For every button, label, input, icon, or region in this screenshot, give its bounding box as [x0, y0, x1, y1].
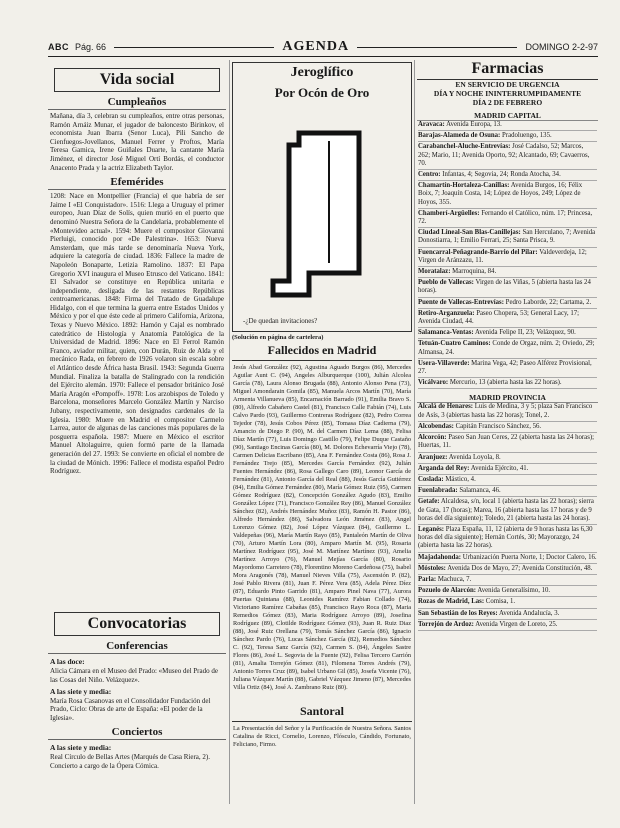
pharmacy-addresses: Avenida Loyola, 8.: [448, 453, 501, 461]
publication-logo: ABC: [48, 42, 69, 52]
conference-item: María Rosa Casanovas en el Consolidador Fundación del Prado, Ciclo: Obras de arte de España: «El poder de la Iglesia».: [50, 696, 211, 722]
pharmacy-addresses: Marroquina, 84.: [452, 268, 497, 276]
pharmacy-addresses: Marina Vega, 42; Paseo Alférez Provisional, 27.: [418, 359, 592, 376]
pharmacy-district: Centro:: [418, 171, 441, 179]
pharmacy-entry: [418, 360, 597, 378]
pharmacy-entry: [418, 310, 597, 328]
pharmacy-addresses: Mástico, 4.: [445, 475, 476, 483]
pharmacy-district: Barajas-Alameda de Osuna:: [418, 132, 501, 140]
pharmacy-entry: [418, 229, 597, 247]
pharmacy-entry: [418, 598, 597, 608]
pharmacy-district: Carabanchel-Aluche-Entrevías:: [418, 143, 511, 151]
pharmacy-addresses: Avenida Dos de Mayo, 27; Avenida Constitución, 48.: [447, 564, 593, 572]
pharmacy-addresses: Conde de Orgaz, núm. 2; Oviedo, 29; Almansa, 24.: [418, 340, 595, 356]
pharmacy-district: Chamartín-Hortaleza-Canillas:: [418, 182, 510, 190]
convocatorias-title: Convocatorias: [54, 612, 220, 636]
pharmacy-district: Moratalaz:: [418, 268, 451, 276]
pharmacy-district: Usera-Villaverde:: [418, 359, 470, 367]
pharmacy-entry: [418, 299, 597, 309]
pharmacy-entry: [418, 143, 597, 170]
pharmacy-entry: [418, 587, 597, 597]
pharmacy-district: Tetuán-Cuatro Caminos:: [418, 340, 491, 348]
pharmacy-entry: [418, 403, 597, 421]
pharmacy-addresses: Avenida Felipe II, 23; Velázquez, 90.: [474, 329, 576, 337]
pharmacy-addresses: Avenida Andalucía, 3.: [499, 609, 560, 617]
pharmacy-addresses: Avenida Europa, 13.: [446, 121, 502, 128]
pharmacy-district: Alcorcón:: [418, 434, 447, 442]
pharmacy-addresses: Capitán Francisco Sánchez, 56.: [455, 422, 542, 430]
conciertos-time: A las siete y media:: [50, 743, 112, 753]
pharmacy-addresses: Pedro Laborde, 22; Cartama, 2.: [505, 298, 592, 306]
pharmacy-district: Ciudad Lineal-San Blas-Canillejas:: [418, 229, 521, 237]
pharmacy-addresses: Mercurio, 13 (abierta hasta las 22 horas).: [449, 379, 562, 387]
pharmacy-district: Retiro-Arganzuela:: [418, 309, 475, 317]
pharmacy-district: Majadahonda:: [418, 553, 462, 561]
pharmacy-entry: [418, 498, 597, 525]
pharmacy-entry: [418, 621, 597, 631]
column-jeroglifico: [232, 60, 412, 804]
pharmacy-entry: [418, 487, 597, 497]
concert-item: Real Círculo de Bellas Artes (Marqués de Casa Riera, 2). Concierto a cargo de la Ópera Cómica.: [50, 753, 210, 770]
pharmacy-entry: [418, 554, 597, 564]
zone-provincia: MADRID PROVINCIA: [417, 393, 598, 403]
header-rule: [357, 47, 517, 48]
fallecidos-text: Jesús Abad González (92), Agustina Aguado Burgos (86), Mercedes Aguilar Aunt C. (94), Angeles Alburquerque (100), Julián Alcolea García (78), Laura Alonso Brugada (88), Antonio Alonso Pena (73), Miguel Amondarain Gomila (85), Manuela Arcos Martín (70), María Armenta Villanueva (85), Encarnación Barrado (91), Emilia Bravo S. (80), Alfredo Cabañero Castel (81), Francisco Calle Fabián (74), Luis Calvo Pardo (93), Guillermo Contreras Rodríguez (82), Pedro Correa Tejedor (78), Jesús Cobos Pérez (85), Tomasa Díaz Cadierna (79), Amancio de Diego P. (90), M. del Carmen Díaz Lema (88), Felisa Díaz Martín (77), Luis Domingo Castillo (79), Felipe Duque Castaño (90), Santiago Encinas García (80), M. Dolores Echevarría Viejo (78), Carmen Delicias Escribano (85), Ana F. Fernández Costa (86), Rosa J. Fernández Trejo (85), Mercedes García Fernández (92), Julián Fuentes Hernández (86), Rosa Gallego Caro (89), Leonor García de Fernández (81), Antonio García del Real (88), Jesús García Gutiérrez (84), Emilia Gómez Fernández (80), María Gómez Ruiz (95), Carmen Gómez Rodríguez (82), Concepción González Agudo (83), Emilio González López (71), Francisco González Rey (86), Manuel González Sánchez (82), Andrés Hernández Muñoz (83), Ramón H. Pastor (86), Alfredo Hernández (86), Salvadora León Jiménez (83), Angel Lorenzo Gómez (82), José López Vázquez (84), Guillermo L. Valdepeñas (96), María Martín Rayo (85), Pantaleón Martín de Oliva (70), Arturo Martín Lora (80), Amparo Martín M. (95), Rosaria Martínez Rodríguez (95), José M. Martínez Martínez (93), Amelia Martínez Arroyo (76), Manuel Mejías García (80), Rosario Mayordomo Carretero (78), Florentino Moreno Cardeñosa (75), Isabel Mora Aragonés (78), Manuel Nieves Villa (75), Ascensión P. (82), José Pablo Rivera (81), Juan F. Pérez Vera (85), Adela Pérez Díez (87), Eduardo Pinto Garrido (81), Amparo Pinel Nava (77), Aurora Puertas Quintana (88), Leonides Ramírez Fabian Collado (74), Victoriano Ramírez Cabañas (85), Francisco Rayo Roca (87), Maria Remedios Gómez (83), Maria Rodríguez Arroyo (89), Josefina Rodríguez (89), Clotilde Rodríguez Gómez (93), Juan R. Ruiz Diaz (88), José Ruiz Orellana (79), Tomás Sánchez García (86), Ignacio Sánchez Pardo (76), Lucas Sánchez García (82), Remedios Sánchez C. (92), Teresa Sanz García (92), Carmen S. (84), Ángeles Sastre Flores (86), José L. Segovia de la Fuente (92), Felisa Tercero Carrión (81), Amalia Torrejón Gómez (81), Filomena Torres Andrés (79), Antonio Torres Cruz (89), Isabel Urbano Gil (85), Josefa Vicente (76), Juliana Vázquez Martín (88), Gabriel Vázquez Jimeno (87), Mercedes Villa Ortiz (84), José A. Zambrano Ruiz (80).: [233, 364, 411, 691]
column-divider: [414, 60, 415, 804]
pharmacy-addresses: Pradoluengo, 135.: [502, 132, 552, 140]
pharmacy-district: Alcalá de Henares:: [418, 403, 473, 411]
column-farmacias: [417, 60, 598, 804]
pharmacy-entry: [418, 340, 597, 358]
fallecidos-heading: Fallecidos en Madrid: [232, 343, 412, 361]
pharmacy-entry: [418, 610, 597, 620]
pharmacy-entry: [418, 454, 597, 464]
page-number: Pág. 66: [75, 42, 107, 52]
pharmacy-addresses: Fernando el Católico, núm. 17; Princesa, 72.: [418, 209, 593, 226]
pharmacy-entry: [418, 121, 597, 131]
conferencias-heading: Conferencias: [48, 640, 226, 654]
jeroglifico-title: Jeroglífico: [290, 65, 354, 80]
pharmacy-district: Aranjuez:: [418, 453, 448, 461]
column-divider: [229, 60, 230, 804]
pharmacy-district: Pueblo de Vallecas:: [418, 279, 474, 287]
page-header: [48, 40, 598, 54]
pharmacy-addresses: San Herculano, 7; Avenida Donostiarra, 1; Emilio Ferrari, 25; Santa Prisca, 9.: [418, 229, 596, 245]
farmacias-hours: DÍA Y NOCHE ININTERRUMPIDAMENTE: [433, 89, 582, 98]
pharmacy-district: Torrejón de Ardoz:: [418, 620, 474, 628]
jeroglifico-question: -¿De quedan invitaciones?: [243, 317, 318, 325]
pharmacy-addresses: Plaza España, 11, 12 (abierta de 9 horas hasta las 6,30 horas del día siguiente); Hernán Cortés, 30; Mayorazgo, 24 (abierta hasta las 22 horas).: [418, 525, 593, 550]
pharmacy-addresses: Luis de Medina, 3 y 5; plaza San Francisco de Asís, 3 (abiertas hasta las 22 horas); Tonel, 2.: [418, 403, 593, 419]
santoral-text: La Presentación del Señor y la Purificación de Nuestra Señora. Santos Catalina de Ricci, Cornelio, Lorenzo, Flósculo, Cándido, Fortunato, Feliciano, Firmo.: [233, 725, 411, 748]
pharmacy-district: Leganés:: [418, 525, 445, 533]
pharmacy-entry: [418, 379, 597, 389]
pharmacy-entry: [418, 476, 597, 486]
column-vida-social: [48, 60, 226, 804]
pharmacy-addresses: Alcaldesa, s/n, local 1 (abierta hasta las 22 horas); sierra de Gata, 17 (horas); Marea, 16 (abierta hasta las 17 horas y de 9 horas del día siguiente); Toledo, 21 (abierta hasta las 24 horas).: [418, 498, 594, 522]
pharmacy-addresses: Avenida Ejército, 41.: [470, 464, 529, 472]
conciertos-heading: Conciertos: [48, 726, 226, 740]
pharmacy-district: Aravaca:: [418, 121, 445, 128]
issue-date: DOMINGO 2-2-97: [525, 42, 598, 52]
pharmacy-addresses: Salamanca, 46.: [459, 487, 501, 495]
pharmacy-district: San Sebastián de los Reyes:: [418, 609, 498, 617]
conferencias-time: A las doce:: [50, 657, 85, 667]
pharmacy-entry: [418, 329, 597, 339]
pharmacy-district: Vicálvaro:: [418, 379, 449, 387]
pharmacy-addresses: Avenida Generalísimo, 10.: [477, 587, 551, 595]
top-rule: [48, 56, 598, 57]
pharmacy-addresses: Machuca, 7.: [437, 575, 472, 583]
pharmacy-entry: [418, 132, 597, 142]
farmacias-title: Farmacias: [417, 60, 598, 80]
pharmacy-addresses: Avenida Virgen de Loreto, 25.: [475, 620, 558, 628]
pharmacy-entry: [418, 576, 597, 586]
pharmacy-addresses: Valdeverdeja, 12; Virgen de Aránzazu, 11.: [418, 248, 587, 264]
efemerides-heading: Efemérides: [48, 176, 226, 190]
jeroglifico-image: [249, 123, 395, 303]
pharmacy-entry: [418, 279, 597, 297]
cumpleanos-text: Mañana, día 3, celebran su cumpleaños, entre otras personas, Ramón Arnáiz Munar, el jugador de baloncesto Birinkov, el economista Juan Ibarra (Senor Luca), Pili Sancho de Cienfuegos-Jovellanos, Manuel Ferrer y Proftos, María Teresa Gamica, Irene Guiñales Duarte, la cantante María Jiménez, el director José Miguel Ortí Bordás, el conductor Anacento Prada y la actriz Elizabeth Taylor.: [50, 112, 224, 172]
conference-time: A las siete y media:: [50, 686, 112, 696]
capital-list: [417, 121, 598, 389]
pharmacy-addresses: Comisa, 1.: [485, 598, 516, 606]
jeroglifico-author: Por Ocón de Oro: [274, 85, 370, 100]
section-title: AGENDA: [282, 39, 350, 54]
efemerides-text: 1208: Nace en Montpellier (Francia) el que habría de ser Jaime I «El Conquistador». 1516: Llega a Uruguay el primer europeo, Juan Díaz de Solís, quien murió en el puerto que denominó Nuestra Señora de la Candelaria, probablemente el «Montevideo actual». 1594: Muere el compositor Giovanni Pierluigi, conocido por «De Palestrina». 1653: Nueva Amsterdam, que más tarde se denominaría Nueva York, adquiere la categoría de ciudad. 1836: Fallece la madre de Napoleón Bonaparte, Letizia Ramolino. 1837: El Papa Gregorio XVI inaugura el Museo Etrusco del Vaticano. 1841: El Salvador se constituye en República unitaria e independiente, desligada de las restantes Repúblicas centroamericanas. 1848: Firma del Tratado de Guadalupe Hidalgo, con el que termina la guerra entre Estados Unidos y México y por el que éste cede al primero California, Arizona, Texas y Nuevo México. 1892: Hamón y Cajal es nombrado catedrático de Histología y Anatomía Patológica de la Universidad de Madrid. 1896: Nace en El Ferrol Ramón Franco, aviador militar, quien, con Durán, Ruiz de Alda y el mecánico Rada, en febrero de 1926 volaron sin escala sobre el Atlántico desde África hasta Brasil. 1943: Segunda Guerra Mundial. Finaliza la batalla de Stalingrado con la rendición del Ejército alemán. 1970: Fallece el pensador británico José María Aragón «Pompoff». 1978: Los arzobispos de Toledo y Barcelona, monseñores Marcelo González Martín y Narciso Jubany, respectivamente, son designados cardenales de la Iglesia. 1980: Muere en Madrid el compositor Carmelo Larrea, autor de algunas de las canciones más populares de la posguerra española. 1987: Muere en México el escritor Manuel Altolaguirre, quien formó parte de la llamada generación del 27. 1993: Se convierte en oficial el nombre de la ciudad de Mónich. 1996: Fallece el modista español Pedro Rodríguez.: [50, 192, 224, 476]
pharmacy-district: Puente de Vallecas-Entrevías:: [418, 298, 504, 306]
pharmacy-addresses: José Cadalso, 52; Marcos, 262; Mario, 11; Avenida Oporto, 92; Alcantado, 69; Cavaerros, 70.: [418, 143, 590, 167]
pharmacy-district: Fuenlabrada:: [418, 487, 458, 495]
pharmacy-district: Rozas de Madrid, Las:: [418, 598, 485, 606]
pharmacy-district: Pozuelo de Alarcón:: [418, 587, 477, 595]
jeroglifico-box: [232, 62, 412, 332]
pharmacy-district: Fuencarral-Peñagrande-Barrio del Pilar:: [418, 248, 538, 256]
pharmacy-addresses: Infantas, 4; Segovia, 24; Ronda Atocha, 34.: [442, 171, 561, 179]
conference-item: Alicia Cámara en el Museo del Prado: «Museo del Prado de las Cosas del Niño. Velázquez».: [50, 667, 218, 684]
pharmacy-district: Coslada:: [418, 475, 444, 483]
header-rule: [114, 47, 274, 48]
farmacias-service: EN SERVICIO DE URGENCIA: [455, 80, 560, 89]
zone-capital: MADRID CAPITAL: [417, 111, 598, 121]
pharmacy-district: Móstoles:: [418, 564, 446, 572]
cumpleanos-heading: Cumpleaños: [48, 96, 226, 110]
pharmacy-district: Parla:: [418, 575, 437, 583]
pharmacy-entry: [418, 423, 597, 433]
pharmacy-addresses: Paseo San Juan Ceres, 22 (abierta hasta las 24 horas); Huertas, 11.: [418, 434, 594, 450]
pharmacy-entry: [418, 268, 597, 278]
pharmacy-entry: [418, 565, 597, 575]
pharmacy-entry: [418, 434, 597, 452]
pharmacy-district: Salamanca-Ventas:: [418, 329, 474, 337]
pharmacy-district: Alcobendas:: [418, 422, 454, 430]
pharmacy-district: Chamberí-Argüelles:: [418, 209, 480, 217]
provincia-list: [417, 403, 598, 630]
pharmacy-entry: [418, 171, 597, 181]
pharmacy-entry: [418, 465, 597, 475]
vida-social-title: Vida social: [54, 68, 220, 92]
pharmacy-addresses: Paseo Chopera, 53; General Lacy, 17; Avenida Ciudad, 44.: [418, 309, 580, 326]
pharmacy-addresses: Urbanización Puerta Norte, 1; Doctor Calero, 16.: [462, 553, 597, 561]
pharmacy-entry: [418, 526, 597, 553]
pharmacy-addresses: Virgen de las Viñas, 5 (abierta hasta las 24 horas).: [418, 279, 591, 295]
jeroglifico-solution: (Solución en página de cartelera): [232, 334, 324, 341]
pharmacy-entry: [418, 249, 597, 267]
santoral-heading: Santoral: [232, 704, 412, 722]
pharmacy-district: Getafe:: [418, 498, 440, 506]
pharmacy-entry: [418, 210, 597, 228]
farmacias-date: DÍA 2 DE FEBRERO: [472, 98, 543, 107]
pharmacy-district: Arganda del Rey:: [418, 464, 470, 472]
pharmacy-addresses: Avenida Burgos, 16; Félix Boix, 7; Joaquín Costa, 14; López de Hoyos, 249; López de Hoyos, 355.: [418, 182, 583, 206]
pharmacy-entry: [418, 182, 597, 209]
